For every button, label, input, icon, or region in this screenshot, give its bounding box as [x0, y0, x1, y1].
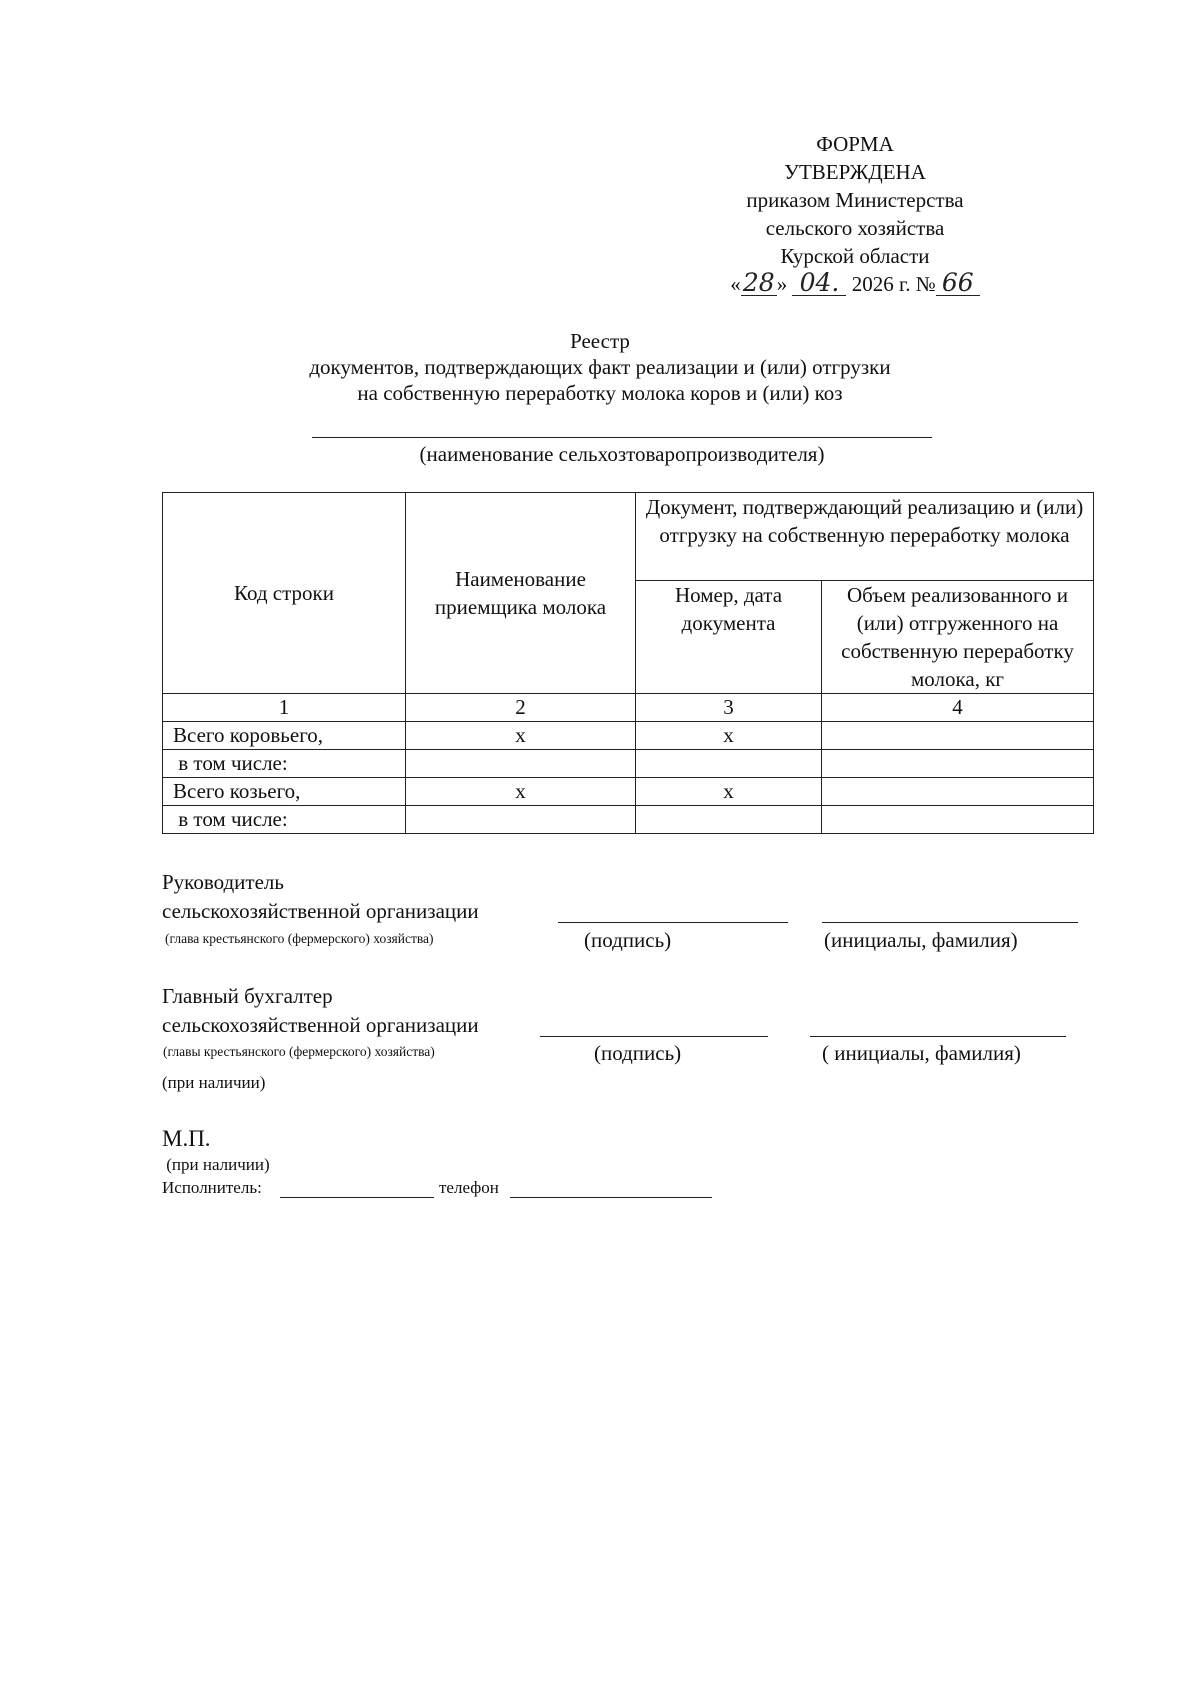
producer-name-caption: (наименование сельхозтоваропроизводителя): [419, 442, 825, 466]
column-numbers-row: [163, 694, 1094, 722]
executor-field[interactable]: [280, 1197, 434, 1198]
accountant-signature-field[interactable]: [540, 1036, 768, 1037]
region-line: Курской области: [780, 244, 930, 268]
title-line-3: на собственную переработку молока коров и (или) коз: [357, 381, 843, 405]
table-row: [163, 750, 1094, 778]
accountant-title-line1: Главный бухгалтер: [162, 984, 333, 1008]
title-line-2: документов, подтверждающих факт реализации и (или) отгрузки: [309, 355, 891, 379]
head-title-line1: Руководитель: [162, 870, 284, 894]
cell-receiver[interactable]: [406, 750, 636, 778]
row-label: Всего коровьего,: [163, 722, 406, 750]
head-name-caption: (инициалы, фамилия): [824, 928, 1018, 952]
header-receiver: Наименование приемщика молока: [406, 493, 636, 694]
order-date-line: «28» 04. 2026 г. № 66: [700, 270, 1010, 298]
stamp-note: (при наличии): [162, 1155, 270, 1174]
cell-volume[interactable]: [822, 750, 1094, 778]
accountant-if-present: (при наличии): [162, 1073, 266, 1092]
header-code: Код строки: [163, 493, 406, 694]
accountant-title-line2: сельскохозяйственной организации: [162, 1013, 479, 1037]
header-doc-number-date: Номер, дата документа: [636, 581, 822, 694]
head-signature-caption: (подпись): [584, 928, 672, 952]
phone-field[interactable]: [510, 1197, 712, 1198]
ministry-line: сельского хозяйства: [765, 216, 945, 240]
cell-volume[interactable]: [822, 806, 1094, 834]
title-line-1: Реестр: [570, 329, 630, 353]
table-row: [163, 722, 1094, 750]
cell-volume[interactable]: [822, 778, 1094, 806]
approved-by-line: приказом Министерства: [746, 188, 964, 212]
order-day: 28: [741, 271, 777, 296]
cell-receiver[interactable]: [406, 806, 636, 834]
accountant-note: (главы крестьянского (фермерского) хозяйства): [163, 1044, 435, 1059]
table-row: [163, 778, 1094, 806]
table-row: [163, 806, 1094, 834]
accountant-name-field[interactable]: [810, 1036, 1066, 1037]
registry-table: [162, 492, 1094, 834]
cell-doc[interactable]: [636, 806, 822, 834]
row-label: в том числе:: [163, 806, 406, 834]
header-volume: Объем реализованного и (или) отгруженного на собственную переработку молока, кг: [822, 581, 1094, 694]
head-note: (глава крестьянского (фермерского) хозяйства): [165, 931, 434, 946]
cell-doc: х: [636, 722, 822, 750]
phone-label: телефон: [439, 1178, 499, 1197]
column-number: 2: [406, 694, 636, 722]
head-name-field[interactable]: [822, 922, 1078, 923]
order-number: 66: [936, 271, 980, 296]
column-number: 3: [636, 694, 822, 722]
row-label: в том числе:: [163, 750, 406, 778]
producer-name-field[interactable]: [312, 437, 932, 438]
approved-label: УТВЕРЖДЕНА: [784, 160, 926, 184]
document-title: [200, 328, 1000, 406]
order-month: 04.: [792, 271, 846, 296]
cell-receiver: х: [406, 722, 636, 750]
column-number: 1: [163, 694, 406, 722]
order-year-text: 2026 г. №: [851, 272, 936, 296]
column-number: 4: [822, 694, 1094, 722]
approval-block: [700, 130, 1010, 298]
accountant-name-caption: ( инициалы, фамилия): [822, 1041, 1021, 1065]
cell-receiver: х: [406, 778, 636, 806]
accountant-signature-caption: (подпись): [594, 1041, 682, 1065]
head-signature-field[interactable]: [558, 922, 788, 923]
stamp-label: М.П.: [162, 1126, 211, 1151]
head-title-line2: сельскохозяйственной организации: [162, 899, 479, 923]
row-label: Всего козьего,: [163, 778, 406, 806]
form-label: ФОРМА: [816, 132, 894, 156]
executor-label: Исполнитель:: [162, 1178, 262, 1197]
cell-volume[interactable]: [822, 722, 1094, 750]
cell-doc[interactable]: [636, 750, 822, 778]
header-document-group: Документ, подтверждающий реализацию и (или) отгрузку на собственную переработку молока: [636, 493, 1094, 581]
cell-doc: х: [636, 778, 822, 806]
